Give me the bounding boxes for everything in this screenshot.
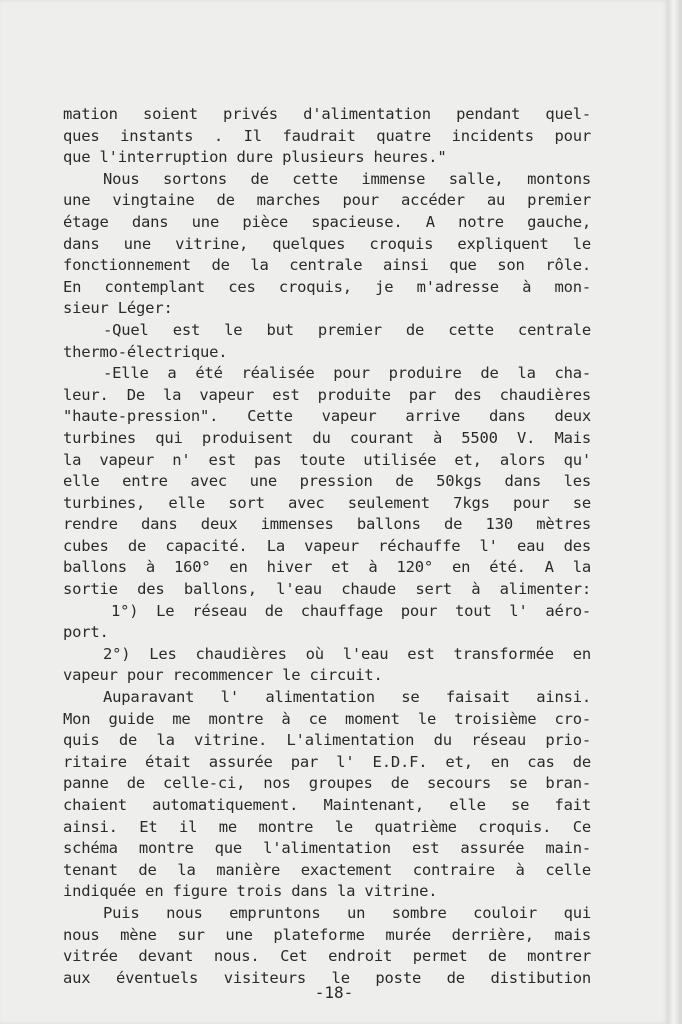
text-line: indiquée en figure trois dans la vitrine. [63, 882, 438, 901]
text-line: elle entre avec une pression de 50kgs dans les [63, 472, 591, 491]
text-line: ainsi. Et il me montre le quatrième croquis. Ce [63, 817, 591, 836]
text-line: turbines, elle sort avec seulement 7kgs pour se [63, 493, 591, 512]
text-line: "haute-pression". Cette vapeur arrive dans deux [63, 407, 591, 426]
text-line: vapeur pour recommencer le circuit. [63, 666, 383, 685]
text-line: thermo-électrique. [63, 342, 228, 361]
text-line: chaient automatiquement. Maintenant, elle se fait [63, 796, 591, 814]
text-line: ritaire était assurée par l' E.D.F. et, en cas de [63, 752, 591, 771]
text-line: aux éventuels visiteurs le poste de distibution [63, 968, 591, 987]
text-line: sortie des ballons, l'eau chaude sert à alimenter: [63, 580, 591, 599]
text-line: vitrée devant nous. Cet endroit permet de montrer [63, 947, 591, 966]
text-line: une vingtaine de marches pour accéder au premier [63, 191, 591, 210]
text-line: étage dans une pièce spacieuse. A notre gauche, [63, 212, 591, 231]
text-line: ques instants . Il faudrait quatre incidents pour [63, 126, 591, 145]
text-line: que l'interruption dure plusieurs heures." [63, 148, 447, 167]
text-line: Nous sortons de cette immense salle, montons [103, 169, 591, 188]
page-number: -18- [314, 983, 354, 1002]
text-line: rendre dans deux immenses ballons de 130 mètres [63, 515, 591, 534]
text-line: Auparavant l' alimentation se faisait ainsi. [103, 688, 591, 707]
body-text [63, 104, 591, 989]
text-line: port. [63, 623, 109, 642]
page-edge [668, 0, 682, 1024]
text-line: 1°) Le réseau de chauffage pour tout l' aéro- [111, 601, 591, 620]
text-line: En contemplant ces croquis, je m'adresse à mon- [63, 277, 591, 296]
text-line: ballons à 160° en hiver et à 120° en été. A la [63, 558, 591, 577]
text-line: dans une vitrine, quelques croquis expliquent le [63, 234, 591, 253]
text-line: Puis nous empruntons un sombre couloir qui [103, 903, 591, 922]
text-line: nous mène sur une plateforme murée derrière, mais [63, 925, 591, 944]
text-line: quis de la vitrine. L'alimentation du réseau prio- [63, 731, 591, 750]
text-line: mation soient privés d'alimentation pendant quel- [63, 105, 591, 123]
text-line: Mon guide me montre à ce moment le troisième cro- [63, 709, 591, 728]
text-line: cubes de capacité. La vapeur réchauffe l' eau des [63, 536, 591, 555]
text-line: turbines qui produisent du courant à 5500 V. Mais [63, 428, 591, 447]
text-line: panne de celle-ci, nos groupes de secours se bran- [63, 774, 591, 793]
text-line: schéma montre que l'alimentation est assurée main- [63, 839, 591, 858]
text-line: fonctionnement de la centrale ainsi que son rôle. [63, 256, 591, 275]
text-line: tenant de la manière exactement contraire à celle [63, 860, 591, 879]
text-line: leur. De la vapeur est produite par des chaudières [63, 385, 591, 404]
text-line: -Elle a été réalisée pour produire de la cha- [103, 364, 591, 383]
text-line: -Quel est le but premier de cette centrale [103, 320, 591, 339]
text-line: sieur Léger: [63, 299, 173, 318]
text-line: la vapeur n' est pas toute utilisée et, alors qu' [63, 450, 591, 469]
text-line: 2°) Les chaudières où l'eau est transformée en [103, 644, 591, 663]
